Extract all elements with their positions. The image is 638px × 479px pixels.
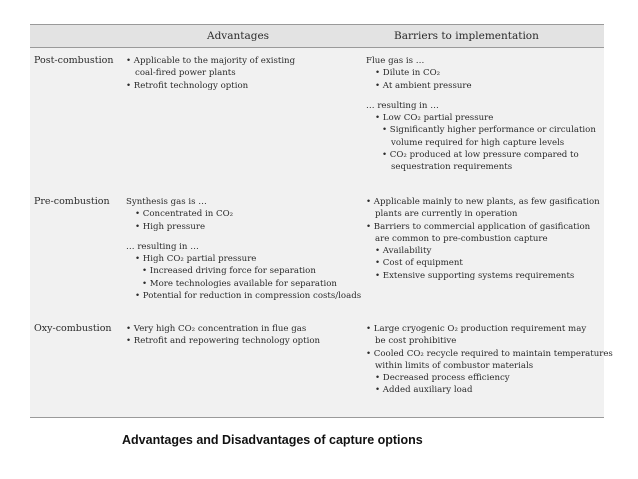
bullet-item: • Potential for reduction in compression costs/loads — [135, 291, 362, 302]
text-line: coal-fired power plants — [135, 68, 236, 79]
text-line: Flue gas is … — [366, 56, 425, 66]
bullet-item: • Concentrated in CO₂ — [135, 209, 234, 220]
bullet-item: • Extensive supporting systems requirements — [375, 270, 575, 281]
bullet-item: • Availability — [375, 246, 432, 257]
bullet-item: • Barriers to commercial application of gasification — [366, 221, 591, 232]
text-line: … resulting in … — [126, 241, 199, 252]
post-combustion-advantages — [126, 55, 295, 92]
spacer — [126, 233, 361, 241]
text-line: within limits of combustor materials — [375, 360, 534, 371]
text-line: volume required for high capture levels — [391, 137, 565, 148]
bullet-item: • Large cryogenic O₂ production requirement may — [366, 324, 587, 334]
text-line: plants are currently in operation — [375, 209, 518, 220]
text-line: are common to pre-combustion capture — [375, 233, 548, 244]
bullet-item: • Dilute in CO₂ — [375, 68, 441, 79]
oxy-combustion-advantages — [126, 323, 320, 348]
row-label-pre-combustion: Pre-combustion — [34, 196, 110, 207]
table-bottom-rule — [30, 417, 604, 418]
header-advantages: Advantages — [207, 30, 270, 42]
comparison-table — [30, 24, 613, 418]
bullet-item: • Retrofit and repowering technology option — [126, 336, 321, 347]
row-label-oxy-combustion: Oxy-combustion — [34, 323, 112, 334]
text-line: sequestration requirements — [391, 162, 513, 173]
bullet-item: • At ambient pressure — [375, 80, 472, 91]
bullet-item: • Increased driving force for separation — [142, 266, 316, 277]
header-barriers: Barriers to implementation — [394, 30, 539, 42]
bullet-item: • Added auxiliary load — [375, 385, 473, 396]
bullet-item: • Retrofit technology option — [126, 80, 249, 91]
bullet-item: • Low CO₂ partial pressure — [375, 113, 494, 124]
oxy-combustion-barriers — [366, 323, 613, 397]
bullet-item: • Applicable mainly to new plants, as few gasification — [366, 197, 600, 207]
text-line: … resulting in … — [366, 100, 439, 111]
caption: Advantages and Disadvantages of capture options — [122, 433, 423, 447]
bullet-item: • Cooled CO₂ recycle required to maintain temperatures — [366, 348, 613, 359]
spacer — [366, 92, 596, 100]
text-line: Synthesis gas is … — [126, 197, 207, 207]
bullet-item: • Cost of equipment — [375, 258, 463, 269]
bullet-item: • Applicable to the majority of existing — [126, 56, 296, 66]
pre-combustion-advantages — [126, 196, 361, 302]
bullet-item: • Decreased process efficiency — [375, 373, 510, 384]
bullet-item: • CO₂ produced at low pressure compared to — [382, 150, 579, 161]
text-line: be cost prohibitive — [375, 336, 457, 347]
post-combustion-barriers — [366, 55, 596, 174]
bullet-item: • High CO₂ partial pressure — [135, 254, 257, 265]
bullet-item: • More technologies available for separation — [142, 278, 337, 289]
bullet-item: • Significantly higher performance or circulation — [382, 125, 596, 136]
pre-combustion-barriers — [366, 196, 600, 282]
table-header — [30, 24, 604, 48]
row-label-post-combustion: Post-combustion — [34, 55, 114, 66]
bullet-item: • High pressure — [135, 221, 206, 232]
bullet-item: • Very high CO₂ concentration in flue gas — [126, 324, 307, 334]
